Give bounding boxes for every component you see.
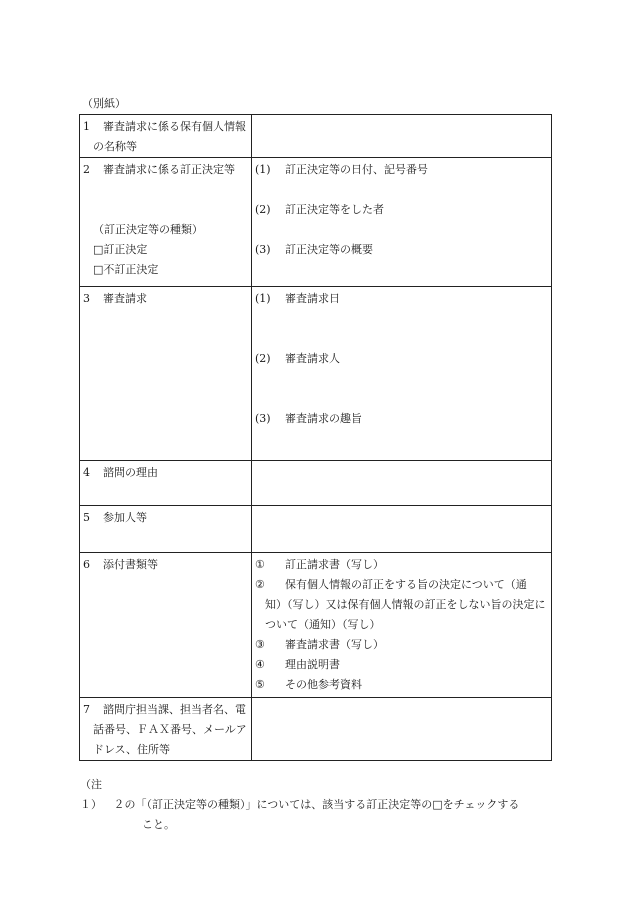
row-2-item-1: (1) 訂正決定等の日付、記号番号 [255, 163, 428, 176]
attachment-item-4: ④ 理由説明書 [255, 658, 340, 671]
row-1-label-line-2: の名称等 [93, 140, 137, 153]
table-row-5 [80, 506, 552, 553]
row-6-label-cell [80, 553, 252, 698]
row-5-number: 5 [83, 511, 90, 524]
footnote-line-2: こと。 [142, 818, 175, 831]
attachment-item-5: ⑤ その他参考資料 [255, 678, 362, 691]
row-6-title: 添付書類等 [103, 558, 158, 571]
decision-type-heading: （訂正決定等の種類） [93, 223, 203, 236]
row-3-item-3: (3) 審査請求の趣旨 [255, 412, 362, 425]
row-4-value-cell[interactable] [252, 461, 552, 506]
attachment-item-2-cont-2: ついて（通知）（写し） [265, 618, 381, 631]
row-3-number: 3 [83, 292, 90, 305]
row-5-value-cell[interactable] [252, 506, 552, 553]
row-1-label-line-1: 審査請求に係る保有個人情報 [103, 120, 246, 133]
checkbox-icon[interactable]: □ [93, 263, 104, 276]
option-correction-label: 訂正決定 [103, 243, 148, 256]
table-row-6 [80, 553, 552, 698]
row-2-number: 2 [83, 163, 90, 176]
row-4-number: 4 [83, 466, 90, 479]
option-non-correction-label: 不訂正決定 [103, 263, 159, 276]
table-row-4 [80, 461, 552, 506]
form-table [79, 114, 552, 761]
row-4-label-cell [80, 461, 252, 506]
table-row-2 [80, 158, 552, 287]
table-row-7 [80, 698, 552, 761]
row-7-label-line-3: ドレス、住所等 [93, 743, 170, 756]
row-5-label-cell [80, 506, 252, 553]
row-1-value-cell[interactable] [252, 115, 552, 158]
attachment-item-2: ② 保有個人情報の訂正をする旨の決定について（通 [255, 578, 527, 591]
footnote-line-1: ２の「（訂正決定等の種類）」については、該当する訂正決定等の□をチェックする [113, 798, 520, 811]
row-3-item-2: (2) 審査請求人 [255, 352, 340, 365]
row-3-label-cell [80, 287, 252, 461]
option-correction-decision[interactable] [83, 240, 248, 260]
option-non-correction-decision[interactable] [83, 260, 248, 280]
attachment-item-1: ① 訂正請求書（写し） [255, 558, 384, 571]
row-7-value-cell[interactable] [252, 698, 552, 761]
row-6-value-cell[interactable] [252, 553, 552, 698]
row-1-number: 1 [83, 120, 90, 133]
row-3-title: 審査請求 [103, 292, 147, 305]
row-1-label-cell [80, 115, 252, 158]
row-6-number: 6 [83, 558, 90, 571]
row-7-label-cell [80, 698, 252, 761]
row-2-item-2: (2) 訂正決定等をした者 [255, 203, 384, 216]
table-row-1 [80, 115, 552, 158]
row-7-number: 7 [83, 703, 90, 716]
attachment-label: （別紙） [82, 97, 126, 110]
footnote [80, 775, 560, 835]
row-2-label-cell [80, 158, 252, 287]
row-2-value-cell[interactable] [252, 158, 552, 287]
row-2-item-3: (3) 訂正決定等の概要 [255, 243, 373, 256]
row-7-label-line-1: 諮問庁担当課、担当者名、電 [103, 703, 246, 716]
row-2-title: 審査請求に係る訂正決定等 [103, 163, 235, 176]
checkbox-icon[interactable]: □ [93, 243, 104, 256]
footnote-head: （注１） [80, 778, 102, 811]
table-row-3 [80, 287, 552, 461]
attachment-item-3: ③ 審査請求書（写し） [255, 638, 384, 651]
row-3-item-1: (1) 審査請求日 [255, 292, 340, 305]
row-5-title: 参加人等 [103, 511, 147, 524]
row-7-label-line-2: 話番号、ＦＡＸ番号、メールア [93, 723, 247, 736]
row-4-title: 諮問の理由 [103, 466, 158, 479]
row-3-value-cell[interactable] [252, 287, 552, 461]
attachment-item-2-cont-1: 知）（写し）又は保有個人情報の訂正をしない旨の決定に [265, 598, 546, 611]
